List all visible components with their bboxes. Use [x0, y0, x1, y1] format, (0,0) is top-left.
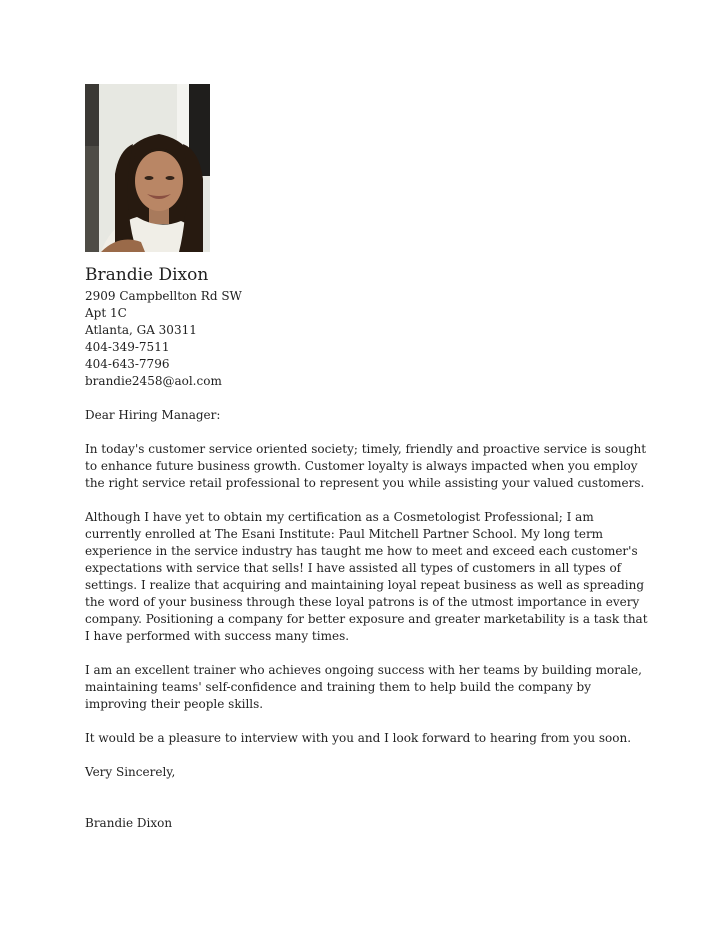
address-line-city: Atlanta, GA 30311 [85, 323, 197, 337]
body-paragraph-2: Although I have yet to obtain my certification as a Cosmetologist Professional; I am currently enrolled at The Esani Institute: Paul Mitchell Partner School. My long term experience in the service industry has taught me how to meet and exceed each customer's expectations with service that sells! I have assisted all types of customers in all types of settings. I realize that acquiring and maintaining loyal repeat business as well as spreading the word of your business through these loyal patrons is of the utmost importance in every company. Positioning a company for better exposure and greater marketability is a task that I have performed with success many times. [85, 510, 648, 643]
portrait-photo [85, 84, 210, 252]
phone-number-1: 404-349-7511 [85, 340, 170, 354]
letter-content [85, 84, 651, 832]
photo-left-band-top [85, 84, 99, 146]
address-line-apt: Apt 1C [85, 306, 127, 320]
sender-name: Brandie Dixon [85, 265, 209, 285]
salutation: Dear Hiring Manager: [85, 408, 221, 422]
signature-name: Brandie Dixon [85, 816, 173, 830]
email-address: brandie2458@aol.com [85, 374, 222, 388]
body-paragraph-4: It would be a pleasure to interview with you and I look forward to hearing from you soon. [85, 731, 632, 745]
photo-face [135, 151, 183, 211]
phone-number-2: 404-643-7796 [85, 357, 170, 371]
body-paragraph-3: I am an excellent trainer who achieves ongoing success with her teams by building morale, maintaining teams' self-confidence and training them to help build the company by improving their people skills. [85, 663, 642, 711]
photo-eye-right [166, 176, 175, 180]
closing: Very Sincerely, [85, 765, 176, 779]
body-paragraph-1: In today's customer service oriented society; timely, friendly and proactive service is sought to enhance future business growth. Customer loyalty is always impacted when you employ the right service retail professional to represent you while assisting your valued customers. [85, 442, 647, 490]
address-line-street: 2909 Campbellton Rd SW [85, 289, 242, 303]
photo-eye-left [145, 176, 154, 180]
